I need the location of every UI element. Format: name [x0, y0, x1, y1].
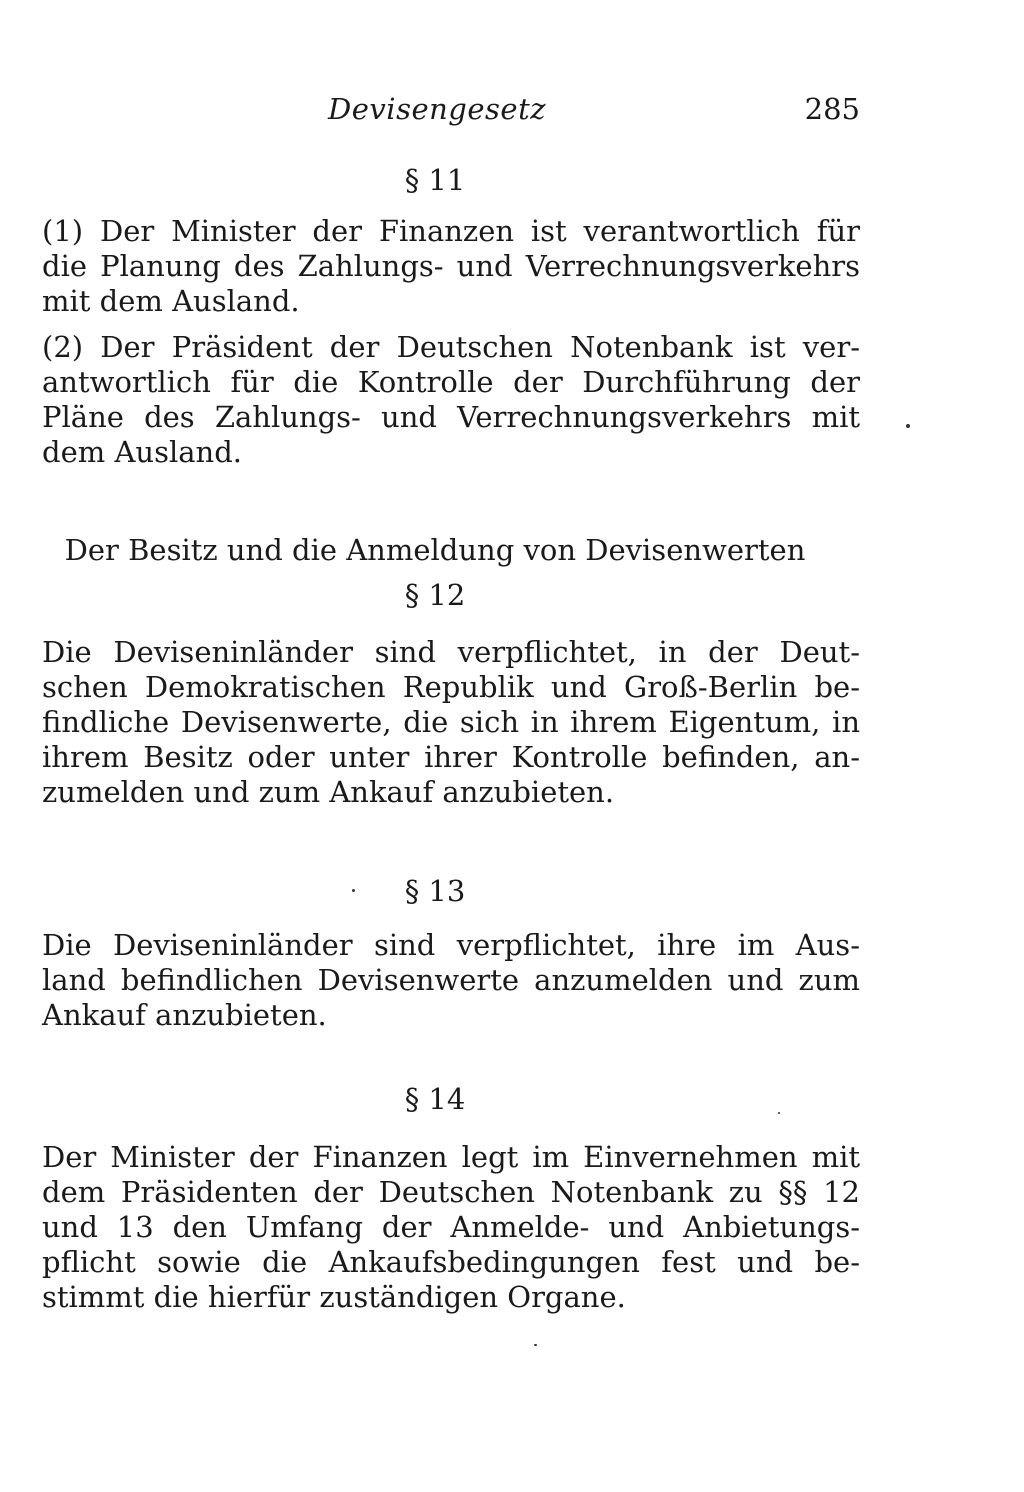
text-line: (2) Der Präsident der Deutschen Notenbank ist ver-: [42, 330, 860, 364]
scan-speck: [534, 1344, 537, 1346]
text-line: dem Präsidenten der Deutschen Notenbank zu §§ 12: [42, 1175, 860, 1209]
section-title-12: Der Besitz und die Anmeldung von Devisenwerten: [64, 533, 806, 567]
text-line: stimmt die hierfür zuständigen Organe.: [42, 1280, 626, 1314]
running-head: [10, 92, 860, 132]
text-line: die Planung des Zahlungs- und Verrechnungsverkehrs: [42, 249, 860, 283]
text-line: land befindlichen Devisenwerte anzumelden und zum: [42, 963, 860, 997]
page-number: 285: [804, 92, 860, 126]
text-line: Der Minister der Finanzen legt im Einvernehmen mit: [42, 1140, 860, 1174]
text-line: dem Ausland.: [42, 435, 242, 469]
text-line: pflicht sowie die Ankaufsbedingungen fest und be-: [42, 1245, 860, 1279]
text-line: findliche Devisenwerte, die sich in ihrem Eigentum, in: [42, 705, 860, 739]
text-line: (1) Der Minister der Finanzen ist verantwortlich für: [42, 214, 860, 248]
text-line: und 13 den Umfang der Anmelde- und Anbietungs-: [42, 1210, 860, 1244]
paragraph-14: [10, 1140, 860, 1315]
text-line: Ankauf anzubieten.: [42, 998, 327, 1032]
text-line: Die Deviseninländer sind verpflichtet, ihre im Aus-: [42, 928, 860, 962]
section-number-12: § 12: [404, 578, 466, 612]
paragraph-11-2: [10, 330, 860, 470]
paragraph-12: [10, 635, 860, 810]
text-line: Pläne des Zahlungs- und Verrechnungsverkehrs mit: [42, 400, 860, 434]
scan-speck: [906, 424, 910, 428]
section-number-11: § 11: [404, 163, 466, 197]
text-line: schen Demokratischen Republik und Groß-Berlin be-: [42, 670, 860, 704]
section-number-13: § 13: [404, 874, 466, 908]
text-line: antwortlich für die Kontrolle der Durchführung der: [42, 365, 860, 399]
paragraph-13: [10, 928, 860, 1033]
section-number-14: § 14: [404, 1082, 466, 1116]
text-line: Die Deviseninländer sind verpflichtet, in der Deut-: [42, 635, 860, 669]
text-line: mit dem Ausland.: [42, 284, 300, 318]
scan-speck: [778, 1112, 780, 1114]
running-title: Devisengesetz: [328, 92, 546, 126]
text-line: zumelden und zum Ankauf anzubieten.: [42, 775, 615, 809]
paragraph-11-1: [10, 214, 860, 319]
scan-speck: [352, 889, 355, 892]
text-line: ihrem Besitz oder unter ihrer Kontrolle befinden, an-: [42, 740, 860, 774]
